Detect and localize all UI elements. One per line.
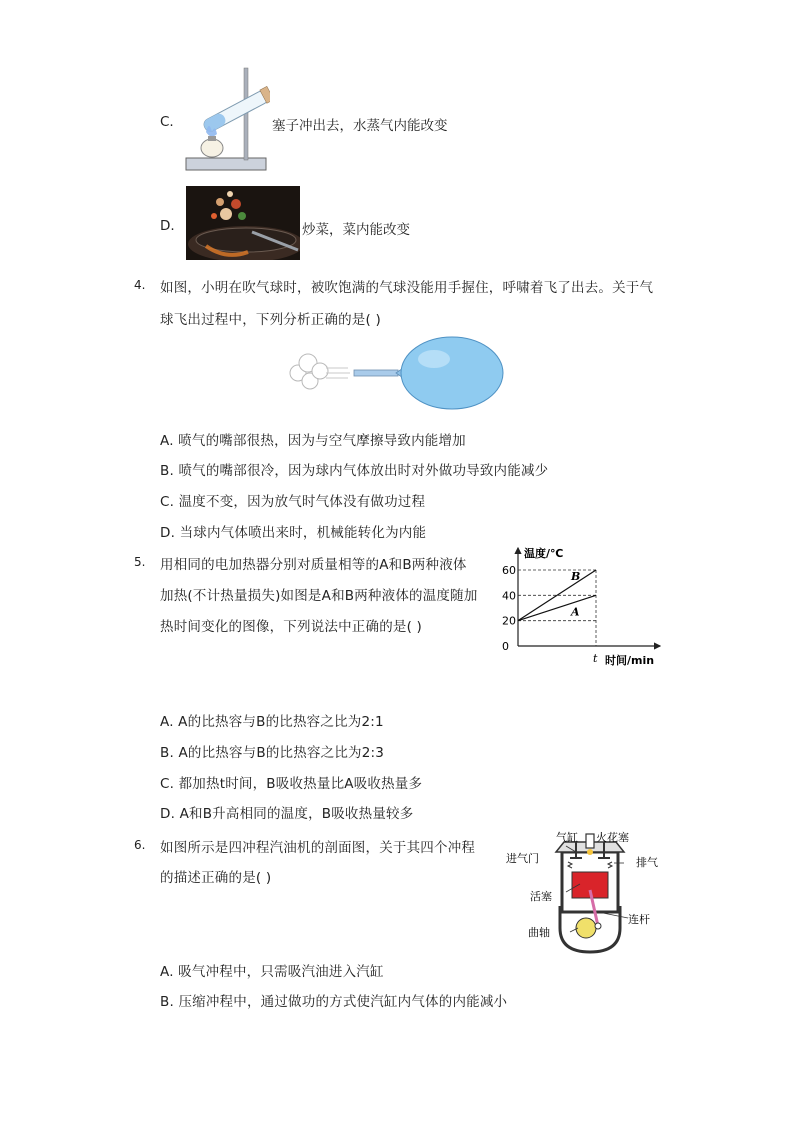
question-5-option-a[interactable]: A. A的比热容与B的比热容之比为2:1 <box>160 714 384 730</box>
question-4-option-d[interactable]: D. 当球内气体喷出来时，机械能转化为内能 <box>160 525 427 541</box>
engine-label-exhaust: 排气 <box>636 856 658 869</box>
chart-y-label: 温度/℃ <box>524 547 564 560</box>
question-5-option-d[interactable]: D. A和B升高相同的温度，B吸收热量较多 <box>160 806 414 822</box>
question-4-option-a[interactable]: A. 喷气的嘴部很热，因为与空气摩擦导致内能增加 <box>160 433 466 449</box>
chart-series-label-B: B <box>571 570 581 584</box>
question-4-stem-line-1: 如图，小明在吹气球时，被吹饱满的气球没能用手握住，呼啸着飞了出去。关于气 <box>160 280 654 296</box>
question-6-option-a[interactable]: A. 吸气冲程中，只需吸汽油进入汽缸 <box>160 964 384 980</box>
engine-cross-section-figure <box>500 828 680 956</box>
question-6-number: 6. <box>134 838 146 852</box>
temperature-time-chart <box>490 540 670 670</box>
chart-y-tick-0: 0 <box>502 640 509 653</box>
option-d-text: 炒菜，菜内能改变 <box>302 222 410 238</box>
chart-series-label-A: A <box>571 605 580 619</box>
engine-label-cylinder: 气缸 <box>556 831 578 844</box>
chart-y-tick-60: 60 <box>502 564 516 577</box>
option-d-label: D. <box>160 218 175 234</box>
question-4-option-c[interactable]: C. 温度不变，因为放气时气体没有做功过程 <box>160 494 426 510</box>
question-5-number: 5. <box>134 555 146 569</box>
question-4-option-b[interactable]: B. 喷气的嘴部很冷，因为球内气体放出时对外做功导致内能减少 <box>160 463 549 479</box>
question-4-stem-line-2: 球飞出过程中，下列分析正确的是( ) <box>160 312 381 328</box>
question-6-option-b[interactable]: B. 压缩冲程中，通过做功的方式使汽缸内气体的内能减小 <box>160 994 508 1010</box>
engine-label-intake: 进气门 <box>506 852 539 865</box>
chart-x-label: 时间/min <box>605 654 655 667</box>
question-4-number: 4. <box>134 278 146 292</box>
question-5-stem-line-1: 用相同的电加热器分别对质量相等的A和B两种液体 <box>160 557 467 573</box>
question-6-stem-line-1: 如图所示是四冲程汽油机的剖面图，关于其四个冲程 <box>160 840 476 856</box>
option-c-label: C. <box>160 114 174 130</box>
option-c-text: 塞子冲出去，水蒸气内能改变 <box>272 118 448 134</box>
question-6-stem-line-2: 的描述正确的是( ) <box>160 870 272 886</box>
chart-y-tick-20: 20 <box>502 614 516 628</box>
engine-label-spark-plug: 火花塞 <box>596 831 629 844</box>
engine-label-piston: 活塞 <box>530 890 552 903</box>
question-5-option-c[interactable]: C. 都加热t时间，B吸收热量比A吸收热量多 <box>160 776 423 792</box>
chart-x-tick-t: t <box>593 652 598 665</box>
chart-y-tick-40: 40 <box>502 589 516 603</box>
engine-label-rod: 连杆 <box>628 913 650 926</box>
engine-label-crank: 曲轴 <box>528 926 550 939</box>
test-tube-heating-figure <box>184 66 270 172</box>
question-5-option-b[interactable]: B. A的比热容与B的比热容之比为2:3 <box>160 745 385 761</box>
stir-fry-photo <box>186 186 300 260</box>
chart-series-line-A <box>518 595 596 620</box>
question-5-stem-line-3: 热时间变化的图像，下列说法中正确的是( ) <box>160 619 423 635</box>
balloon-figure <box>284 335 506 415</box>
question-5-stem-line-2: 加热(不计热量损失)如图是A和B两种液体的温度随加 <box>160 588 478 604</box>
